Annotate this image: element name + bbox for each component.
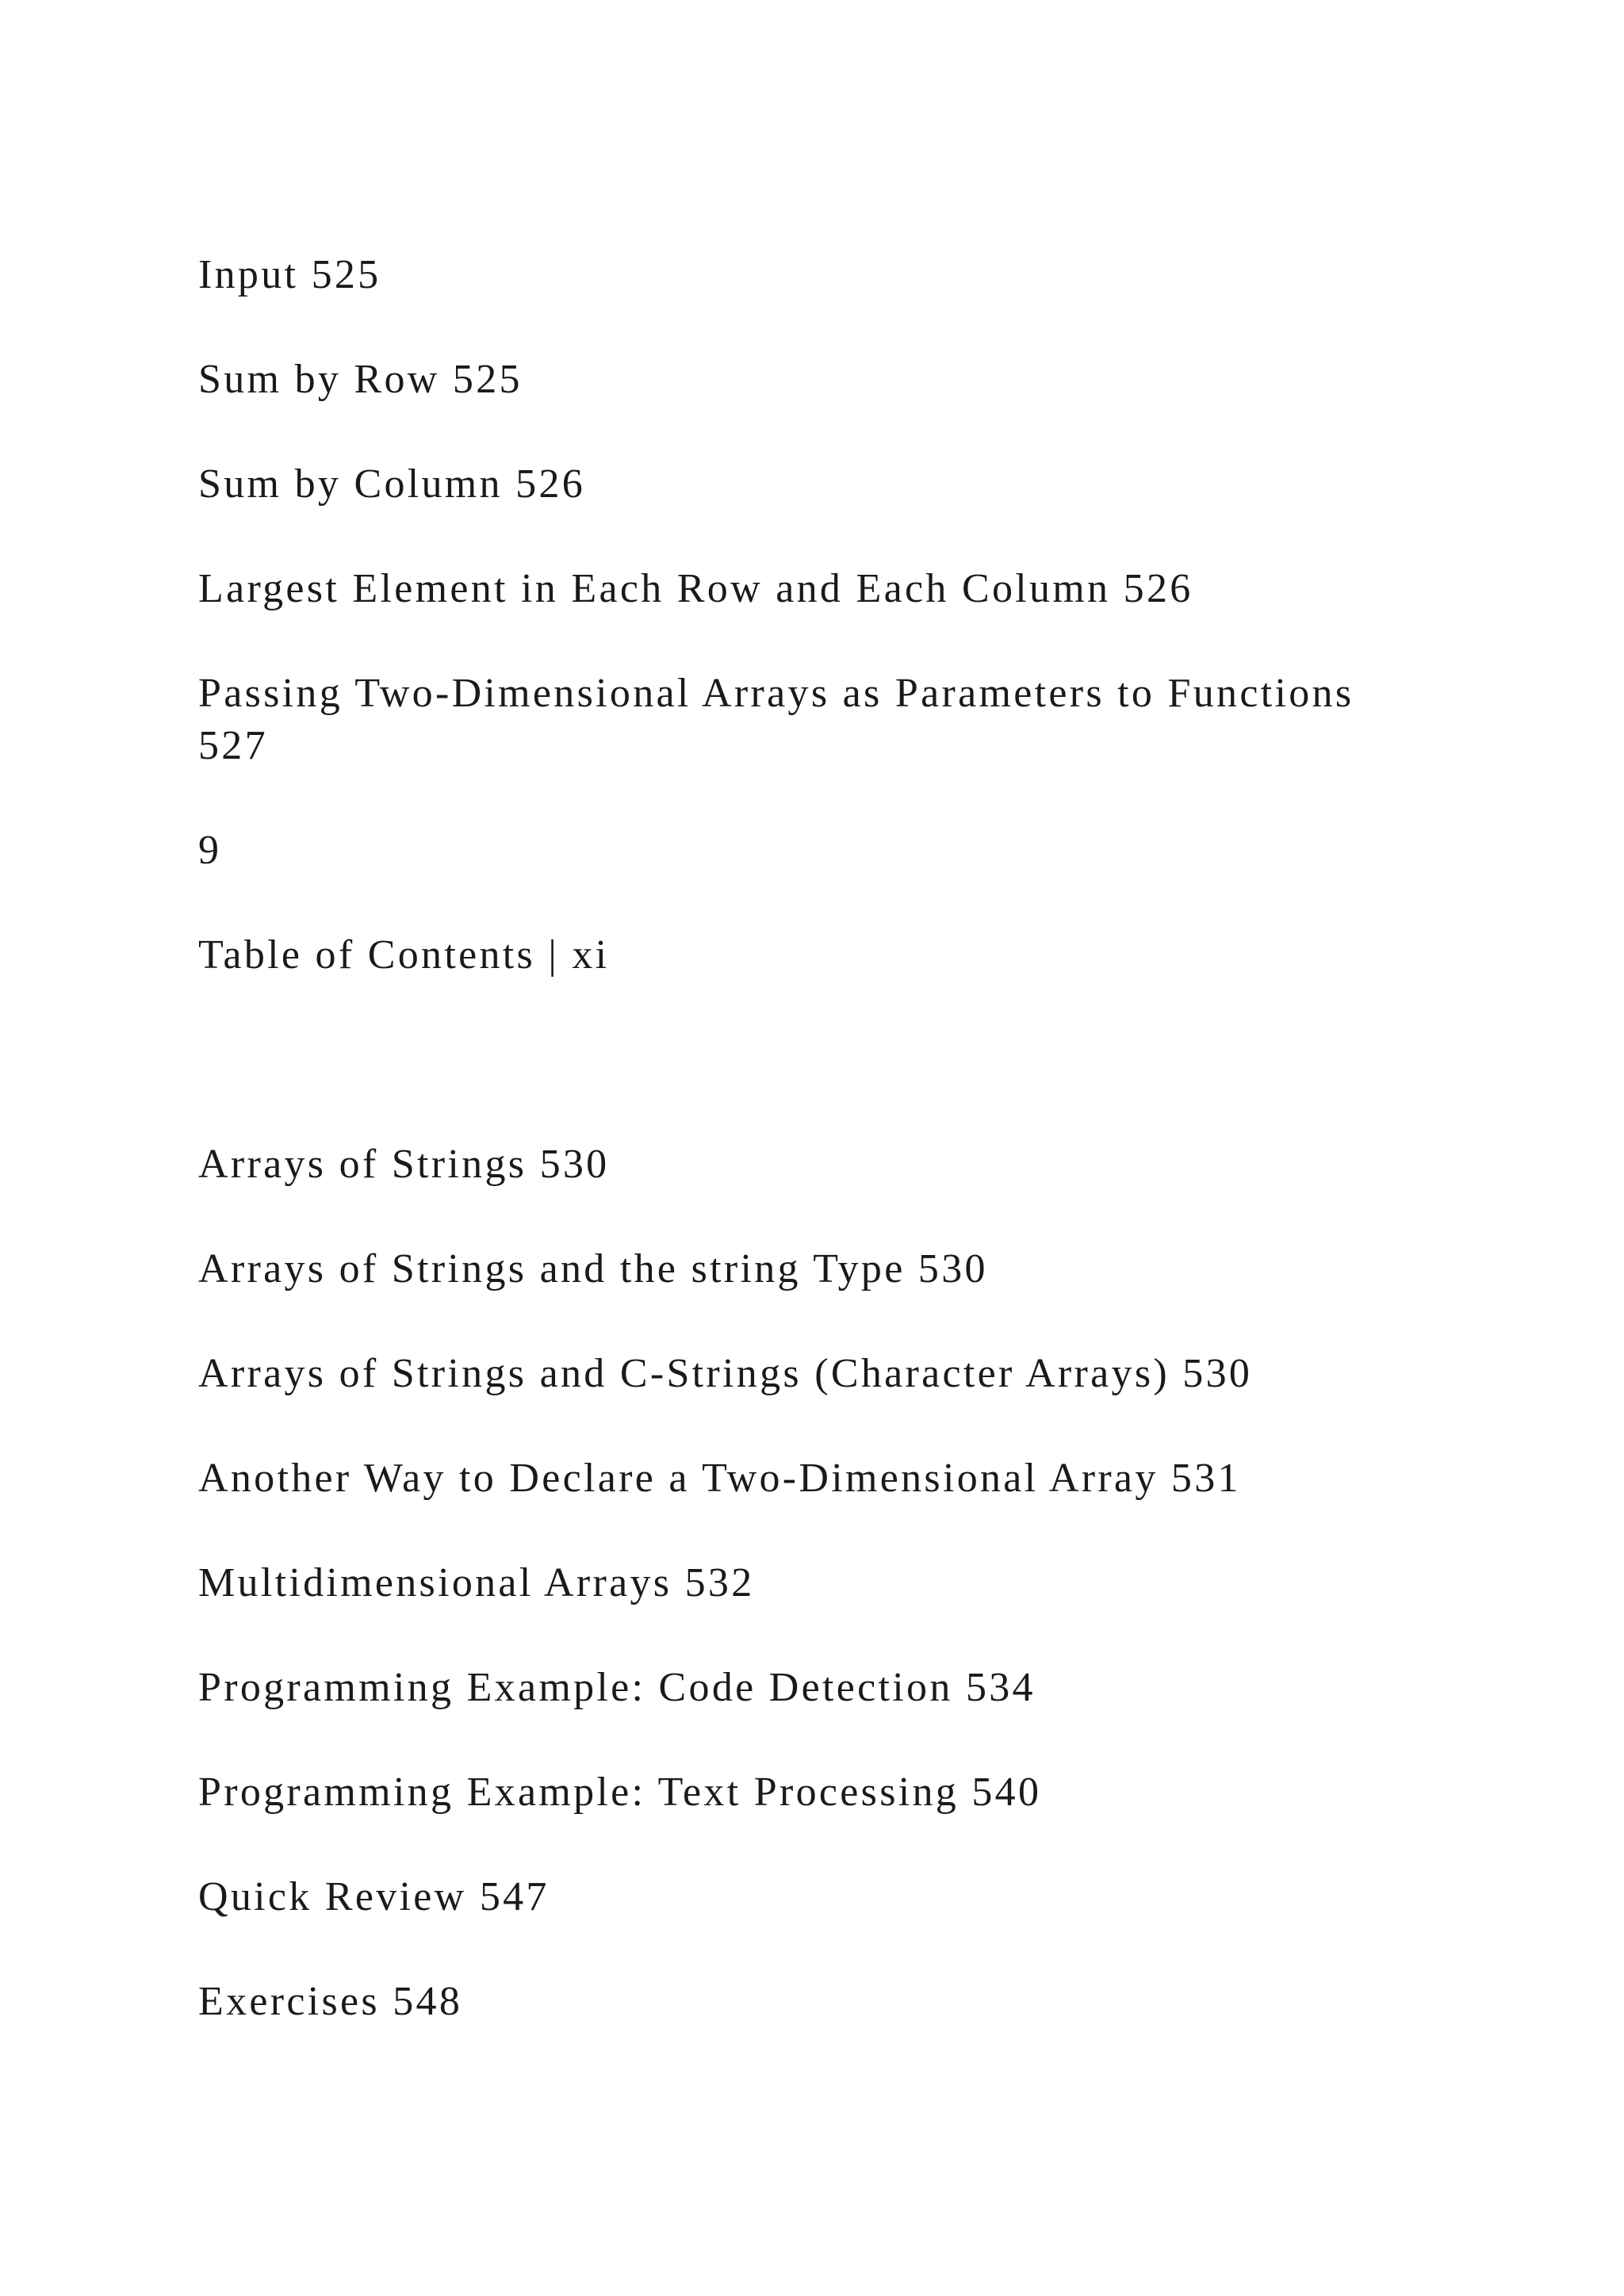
toc-entry: Programming Example: Code Detection 534 [198, 1665, 1036, 1710]
toc-entry: Quick Review 547 [198, 1874, 550, 1919]
toc-entry: Arrays of Strings and the string Type 530 [198, 1246, 988, 1292]
toc-entry: Arrays of Strings and C-Strings (Character Arrays) 530 [198, 1351, 1253, 1396]
page-number: 9 [198, 828, 222, 873]
toc-entry: Sum by Column 526 [198, 461, 586, 507]
toc-entry: Passing Two-Dimensional Arrays as Parameters to Functions 527 [198, 671, 1354, 768]
toc-entry: Multidimensional Arrays 532 [198, 1560, 755, 1605]
toc-entry: Sum by Row 525 [198, 357, 523, 402]
toc-entry: Input 525 [198, 252, 381, 297]
toc-entry: Largest Element in Each Row and Each Column 526 [198, 566, 1193, 611]
toc-entry: Programming Example: Text Processing 540 [198, 1770, 1042, 1815]
running-header: Table of Contents | xi [198, 932, 610, 978]
toc-entry: Arrays of Strings 530 [198, 1142, 610, 1187]
toc-entry: Another Way to Declare a Two-Dimensional Array 531 [198, 1456, 1241, 1501]
toc-entry: Exercises 548 [198, 1979, 463, 2024]
